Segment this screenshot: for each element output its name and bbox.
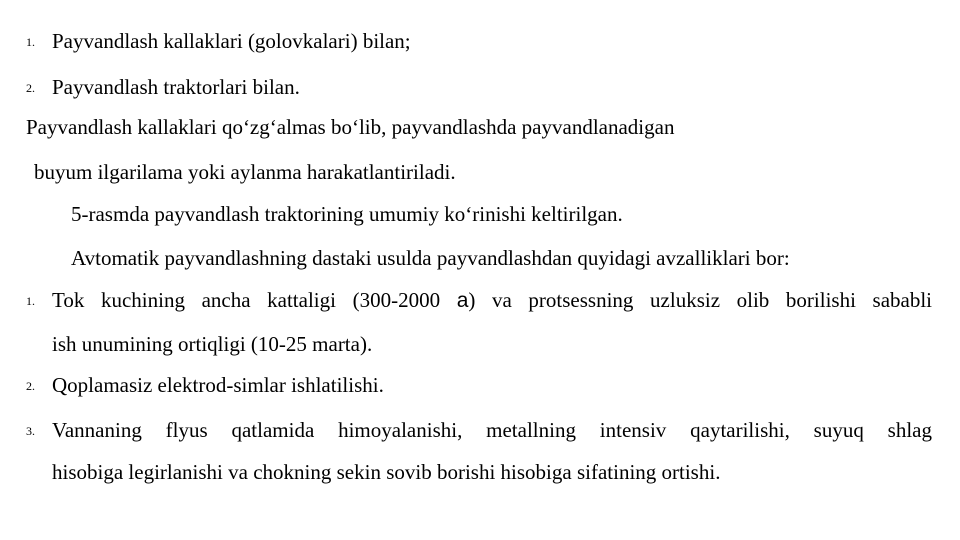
list-a-item-1: Payvandlash kallaklari (golovkalari) bilan; (52, 29, 411, 53)
list-b-item-1-line-1 (52, 288, 932, 313)
paragraph-1-line-2: buyum ilgarilama yoki aylanma harakatlantiriladi. (34, 160, 456, 184)
list-b-item-1-text-before: Tok kuchining ancha kattaligi (300-2000 (52, 288, 441, 312)
paragraph-2: 5-rasmda payvandlash traktorining umumiy ko‘rinishi keltirilgan. (71, 202, 623, 226)
paragraph-3: Avtomatik payvandlashning dastaki usulda payvandlashdan quyidagi avzalliklari bor: (71, 246, 790, 270)
list-b-item-1-text-after: ) va protsessning uzluksiz olib borilishi sababli (468, 288, 933, 312)
paragraph-1-line-1: Payvandlash kallaklari qo‘zg‘almas bo‘lib, payvandlashda payvandlanadigan (26, 115, 675, 139)
list-b-item-1-line-2: ish unumining ortiqligi (10-25 marta). (52, 332, 373, 356)
list-b-item-3-line-2: hisobiga legirlanishi va chokning sekin sovib borishi hisobiga sifatining ortishi. (52, 460, 721, 484)
list-a-number-1: 1. (26, 35, 35, 49)
list-b-item-2: Qoplamasiz elektrod-simlar ishlatilishi. (52, 373, 384, 397)
list-b-number-1: 1. (26, 294, 35, 308)
list-b-item-1-unit: a (456, 289, 469, 312)
list-b-number-3: 3. (26, 424, 35, 438)
list-a-item-2: Payvandlash traktorlari bilan. (52, 75, 300, 99)
list-a-number-2: 2. (26, 81, 35, 95)
list-b-item-3-line-1: Vannaning flyus qatlamida himoyalanishi, metallning intensiv qaytarilishi, suyuq shlag (52, 418, 932, 442)
list-b-number-2: 2. (26, 379, 35, 393)
